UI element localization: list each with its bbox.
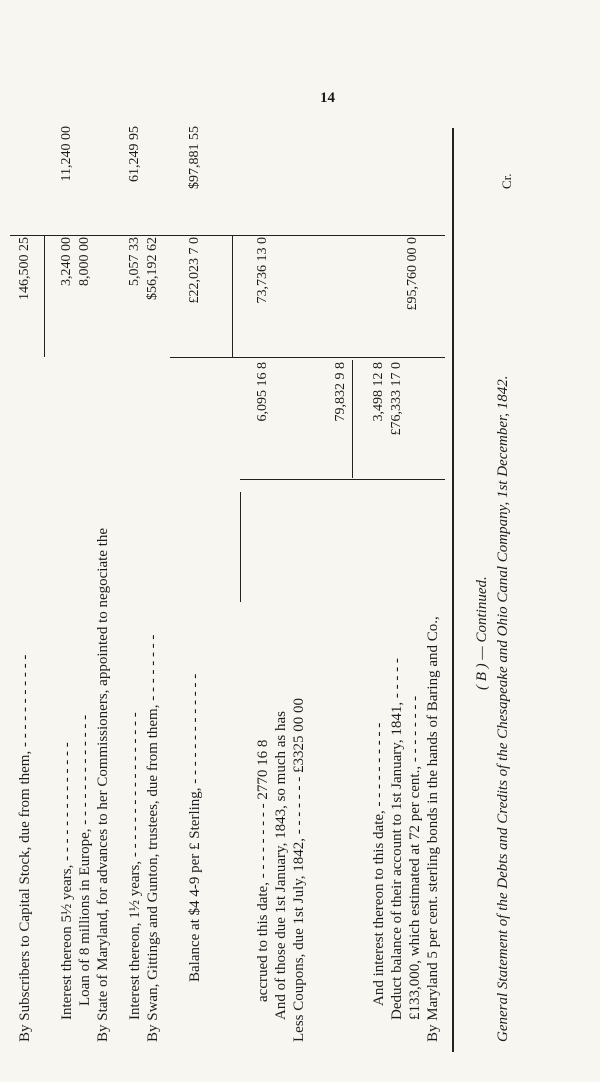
subscribers-amount: 146,500 25 bbox=[17, 237, 32, 300]
state-interest: 3,240 00 bbox=[59, 237, 74, 286]
column-rule-2 bbox=[170, 357, 445, 358]
maryland-line-2: £133,000, which estimated at 72 per cent., - - - - - - - - bbox=[407, 695, 423, 1020]
coupons-net: 73,736 13 0 bbox=[255, 237, 270, 304]
maryland-subtotal: 79,832 9 8 bbox=[333, 362, 348, 422]
rotated-statement bbox=[0, 122, 600, 1082]
balance-sterling: £22,023 7 0 bbox=[187, 237, 202, 304]
swan-line-2: Interest thereon, 1½ years, - - - - - - - - - - - - - - - - - bbox=[127, 712, 143, 1020]
subscribers-line: By Subscribers to Capital Stock, due from them, - - - - - - - - - - - bbox=[17, 654, 33, 1042]
swan-line-1: By Swan, Gittings and Gunton, trustees, due from them, - - - - - - - - bbox=[145, 634, 161, 1042]
section-marker: ( B ) — Continued. bbox=[474, 576, 490, 690]
state-line-1: By State of Maryland, for advances to her Commissioners, appointed to negociate the bbox=[95, 527, 111, 1042]
state-rule bbox=[44, 235, 45, 357]
swan-principal: $56,192 62 bbox=[145, 237, 160, 300]
swan-total: 61,249 95 bbox=[127, 126, 142, 182]
credit-side-label: Cr. bbox=[499, 173, 514, 189]
heading-rule bbox=[452, 128, 454, 1052]
page-number: 14 bbox=[320, 90, 335, 106]
maryland-line-1: By Maryland 5 per cent. sterling bonds in the hands of Baring and Co., bbox=[425, 616, 441, 1042]
coupons-line-1: Less Coupons, due 1st July, 1842, - - - - - - - £3325 00 00 bbox=[291, 698, 307, 1042]
balance-dollars: $97,881 55 bbox=[187, 126, 202, 189]
maryland-subtotal-rule bbox=[352, 360, 353, 478]
coupons-line-3: accrued to this date, - - - - - - - - - 2770 16 8 bbox=[255, 739, 271, 1002]
balance-rule bbox=[232, 235, 233, 357]
maryland-line-4: And interest thereon to this date, - - - - - - - - - - bbox=[371, 722, 387, 1006]
maryland-amount-total: £95,760 00 0 bbox=[405, 237, 420, 311]
balance-line: Balance at $4 4-9 per £ Sterling, - - - - - - - - - - - - - bbox=[187, 673, 203, 982]
state-total: 11,240 00 bbox=[59, 126, 74, 182]
state-advance: 8,000 00 bbox=[77, 237, 92, 286]
statement-title: General Statement of the Debts and Credits of the Chesapeake and Ohio Canal Company, 1st December, 1842. bbox=[495, 375, 511, 1042]
coupons-line-2: And of those due 1st January, 1843, so much as has bbox=[273, 711, 289, 1020]
column-rule-1 bbox=[240, 479, 445, 480]
state-line-3: Interest thereon 5½ years, - - - - - - - - - - - - - - bbox=[59, 742, 75, 1020]
swan-interest: 5,057 33 bbox=[127, 237, 142, 286]
column-rule-3 bbox=[10, 235, 445, 236]
coupons-rule bbox=[240, 492, 241, 602]
maryland-amount-balance: £76,333 17 0 bbox=[389, 362, 404, 436]
coupons-total: 6,095 16 8 bbox=[255, 362, 270, 422]
maryland-amount-interest: 3,498 12 8 bbox=[371, 362, 386, 422]
maryland-line-3: Deduct balance of their account to 1st January, 1841, - - - - - bbox=[389, 658, 405, 1020]
state-line-2: Loan of 8 millions in Europe, - - - - - - - - - - - - - bbox=[77, 714, 93, 1006]
